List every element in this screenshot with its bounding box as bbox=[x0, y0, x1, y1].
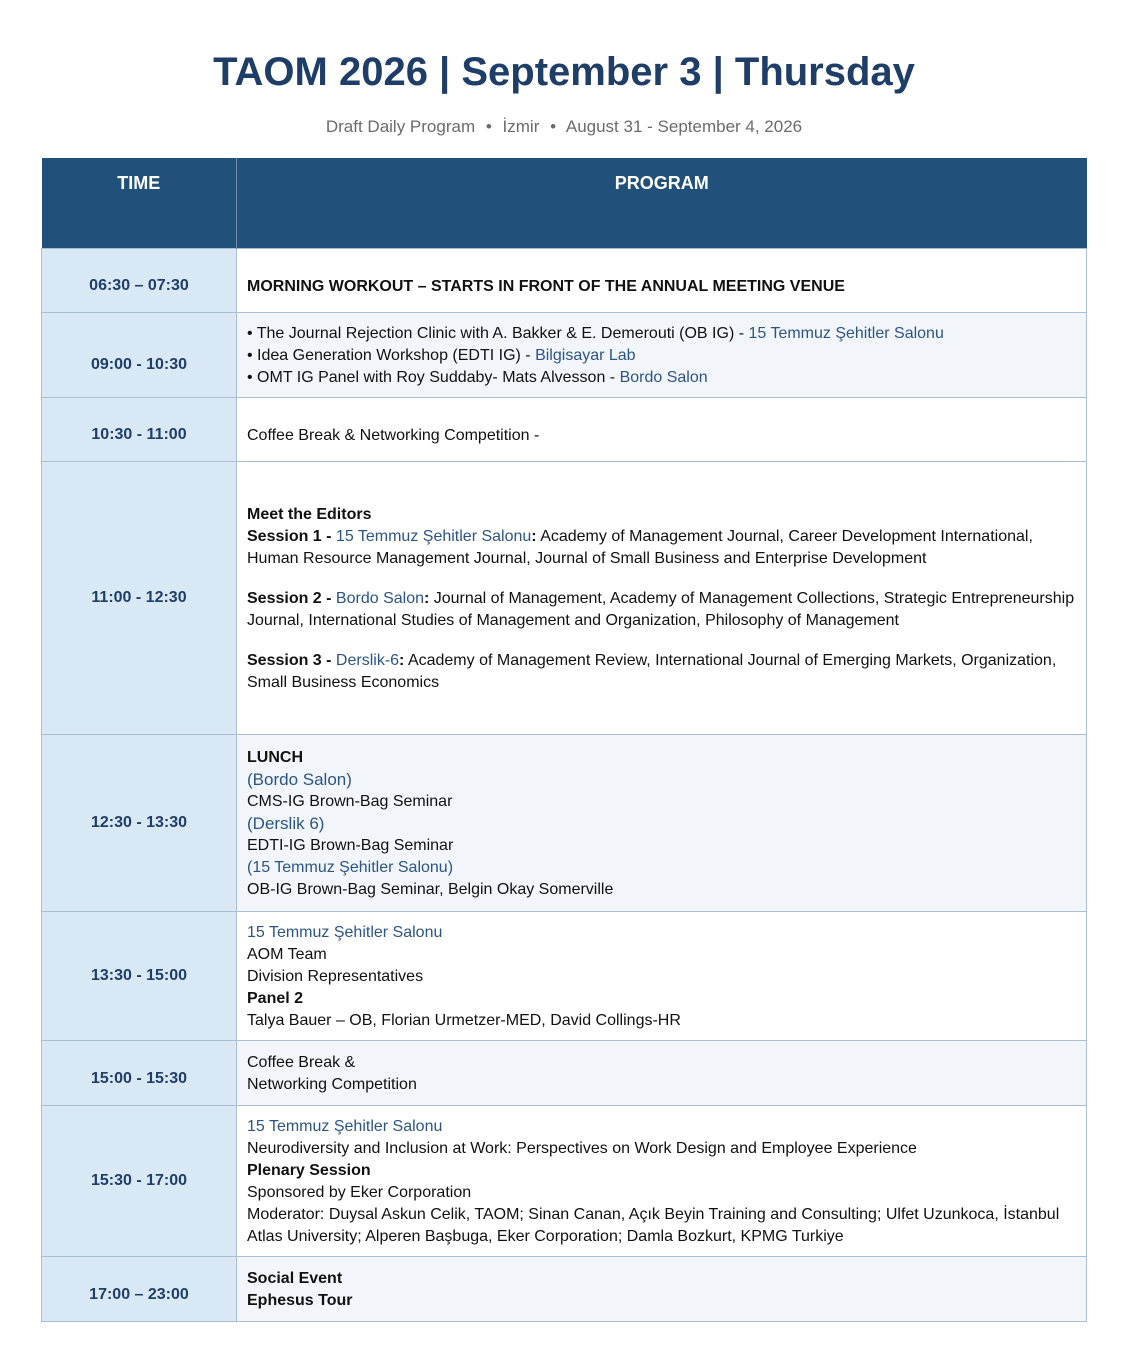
time-cell: 15:30 - 17:00 bbox=[42, 1106, 237, 1257]
time-cell: 17:00 – 23:00 bbox=[42, 1257, 237, 1322]
section-heading: Social Event bbox=[247, 1270, 343, 1287]
list-item bbox=[247, 345, 1076, 367]
list-item bbox=[247, 367, 1076, 389]
section-heading: Plenary Session bbox=[247, 1162, 371, 1179]
table-header-row bbox=[42, 158, 1087, 249]
program-cell bbox=[237, 398, 1087, 462]
section-heading: Meet the Editors bbox=[247, 506, 372, 523]
item-text: Division Representatives bbox=[247, 968, 424, 985]
time-cell: 12:30 - 13:30 bbox=[42, 735, 237, 912]
table-row bbox=[42, 912, 1087, 1041]
time-cell: 06:30 – 07:30 bbox=[42, 249, 237, 313]
item-text: Talya Bauer – OB, Florian Urmetzer-MED, David Collings-HR bbox=[247, 1012, 681, 1029]
venue-label: (Bordo Salon) bbox=[247, 770, 352, 789]
item-text: AOM Team bbox=[247, 946, 327, 963]
table-row bbox=[42, 1041, 1087, 1106]
table-row bbox=[42, 398, 1087, 462]
section-heading: Ephesus Tour bbox=[247, 1292, 353, 1309]
venue-label: Bilgisayar Lab bbox=[535, 347, 636, 364]
session-entry bbox=[247, 650, 1076, 694]
program-cell bbox=[237, 1041, 1087, 1106]
subtitle-separator: • bbox=[485, 117, 492, 136]
session-journals: Academy of Management Review, International Journal of Emerging Markets, Organization, Small Business Economics bbox=[247, 652, 1057, 691]
section-heading: Panel 2 bbox=[247, 990, 304, 1007]
table-row bbox=[42, 313, 1087, 398]
session-colon: : bbox=[531, 528, 537, 545]
item-text: CMS-IG Brown-Bag Seminar bbox=[247, 793, 453, 810]
program-cell bbox=[237, 462, 1087, 735]
table-row bbox=[42, 1106, 1087, 1257]
session-colon: : bbox=[423, 590, 430, 607]
session-label: Session 3 - bbox=[247, 652, 336, 669]
venue-label: 15 Temmuz Şehitler Salonu bbox=[247, 1118, 443, 1135]
column-header-program: PROGRAM bbox=[237, 158, 1087, 249]
session-label: Session 1 - bbox=[247, 528, 336, 545]
item-text: Coffee Break & Networking Competition - bbox=[247, 426, 540, 444]
item-text: • OMT IG Panel with Roy Suddaby- Mats Alvesson - bbox=[247, 369, 620, 386]
venue-label: (15 Temmuz Şehitler Salonu) bbox=[247, 859, 454, 876]
venue-label: 15 Temmuz Şehitler Salonu bbox=[748, 325, 944, 342]
time-cell: 13:30 - 15:00 bbox=[42, 912, 237, 1041]
subtitle-dates: August 31 - September 4, 2026 bbox=[565, 117, 803, 136]
session-journals: Journal of Management, Academy of Management Collections, Strategic Entrepreneurship Journal, International Studies of Management and Organization, Philosophy of Management bbox=[247, 590, 1075, 629]
venue-label: Bordo Salon bbox=[619, 369, 708, 386]
program-table bbox=[41, 158, 1087, 1322]
session-label: Session 2 - bbox=[247, 590, 336, 607]
column-header-time: TIME bbox=[42, 158, 237, 249]
table-row bbox=[42, 462, 1087, 735]
item-text: • Idea Generation Workshop (EDTI IG) - bbox=[247, 347, 536, 364]
venue-label: (Derslik 6) bbox=[247, 814, 325, 833]
item-text: Neurodiversity and Inclusion at Work: Perspectives on Work Design and Employee Experience bbox=[247, 1140, 917, 1157]
subtitle-program-type: Draft Daily Program bbox=[325, 117, 476, 136]
program-cell bbox=[237, 313, 1087, 398]
item-text: Sponsored by Eker Corporation bbox=[247, 1184, 472, 1201]
item-text: Coffee Break & bbox=[247, 1054, 356, 1071]
subtitle-separator: • bbox=[550, 117, 557, 136]
table-row bbox=[42, 1257, 1087, 1322]
item-text: Moderator: Duysal Askun Celik, TAOM; Sinan Canan, Açık Beyin Training and Consulting; Ulfet Uzunkoca, İstanbul Atlas University; Alperen Başbuga, Eker Corporation; Damla Bozkurt, KPMG Turkiye bbox=[247, 1206, 1060, 1245]
item-text: • The Journal Rejection Clinic with A. Bakker & E. Demerouti (OB IG) - bbox=[247, 325, 749, 342]
program-cell bbox=[237, 912, 1087, 1041]
table-row bbox=[42, 249, 1087, 313]
spacer bbox=[247, 570, 1076, 588]
venue-label: 15 Temmuz Şehitler Salonu bbox=[335, 528, 532, 545]
page-title: TAOM 2026 | September 3 | Thursday bbox=[213, 50, 915, 94]
item-text: Networking Competition bbox=[247, 1076, 417, 1093]
section-heading: LUNCH bbox=[247, 749, 303, 766]
session-entry bbox=[247, 526, 1076, 570]
time-cell: 09:00 - 10:30 bbox=[42, 313, 237, 398]
item-text: EDTI-IG Brown-Bag Seminar bbox=[247, 837, 454, 854]
table-row bbox=[42, 735, 1087, 912]
page-subtitle bbox=[0, 117, 1128, 137]
program-cell bbox=[237, 1257, 1087, 1322]
session-entry bbox=[247, 588, 1076, 632]
time-cell: 11:00 - 12:30 bbox=[42, 462, 237, 735]
item-text: OB-IG Brown-Bag Seminar, Belgin Okay Somerville bbox=[247, 881, 614, 898]
subtitle-location: İzmir bbox=[502, 117, 540, 136]
time-cell: 10:30 - 11:00 bbox=[42, 398, 237, 462]
program-cell bbox=[237, 735, 1087, 912]
venue-label: Derslik-6 bbox=[335, 652, 400, 669]
time-cell: 15:00 - 15:30 bbox=[42, 1041, 237, 1106]
spacer bbox=[247, 632, 1076, 650]
venue-label: Bordo Salon bbox=[335, 590, 424, 607]
list-item bbox=[247, 323, 1076, 345]
program-cell bbox=[237, 249, 1087, 313]
program-title: MORNING WORKOUT – STARTS IN FRONT OF THE ANNUAL MEETING VENUE bbox=[247, 277, 845, 295]
venue-label: 15 Temmuz Şehitler Salonu bbox=[247, 924, 443, 941]
session-journals: Academy of Management Journal, Career Development International, Human Resource Management Journal, Journal of Small Business and Enterprise Development bbox=[247, 528, 1033, 567]
session-colon: : bbox=[399, 652, 405, 669]
program-cell bbox=[237, 1106, 1087, 1257]
